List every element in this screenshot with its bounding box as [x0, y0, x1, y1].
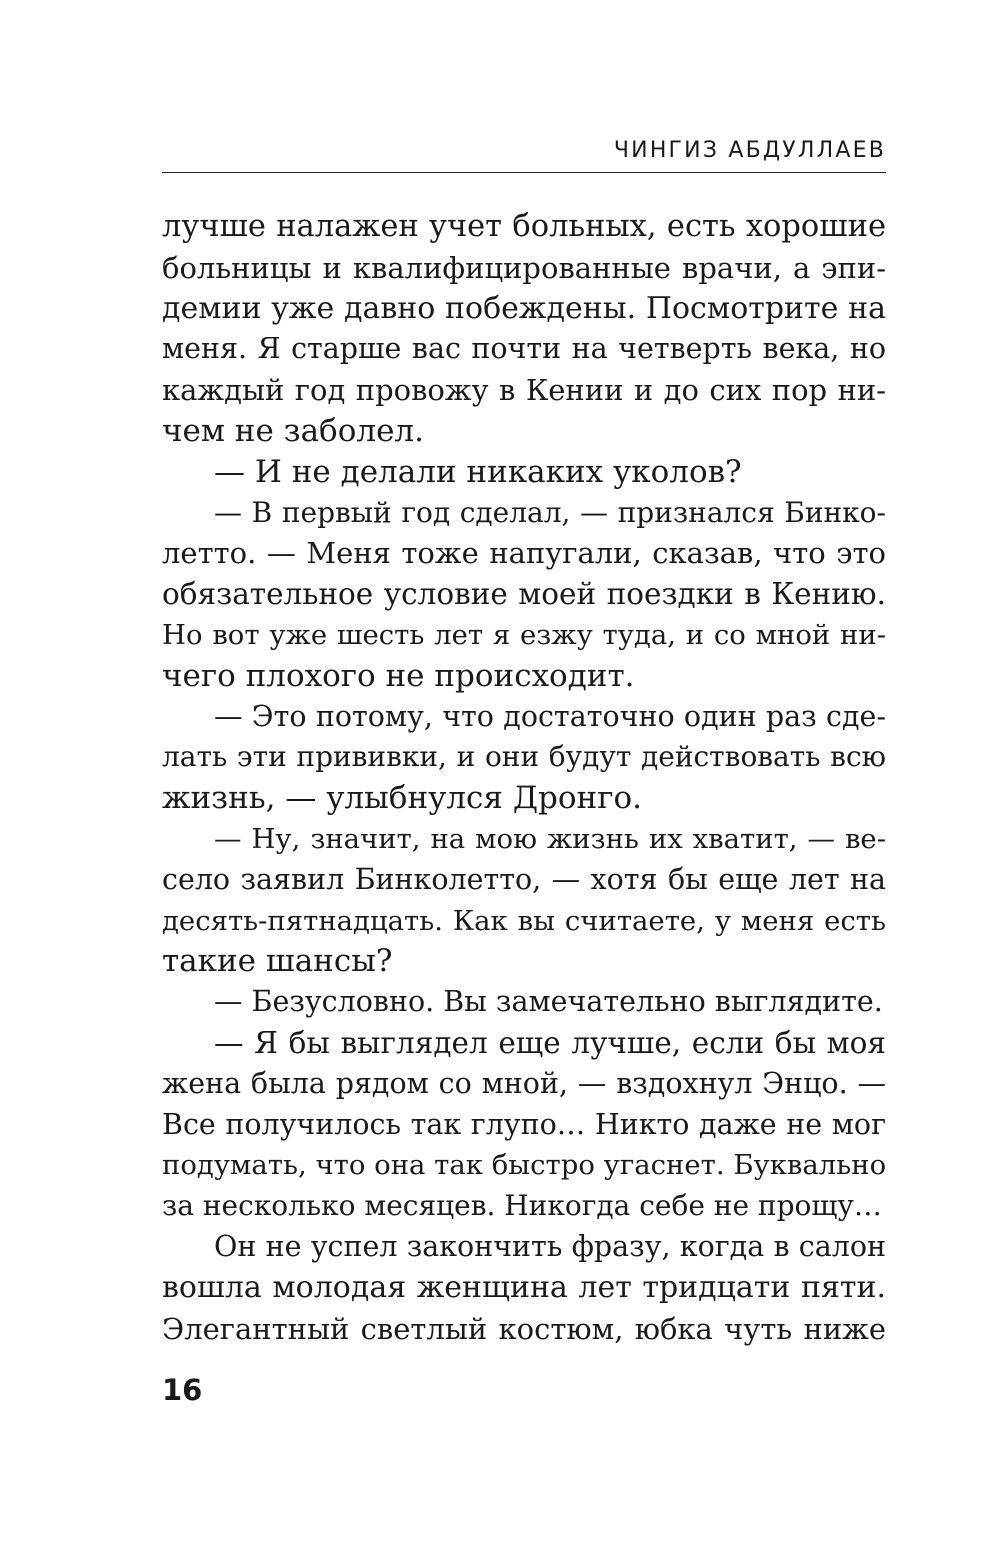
text-line: обязательное условие моей поездки в Кению.: [162, 577, 886, 612]
text-line: меня. Я старше вас почти на четверть века, но: [162, 332, 886, 366]
text-line: село заявил Бинколетто, — хотя бы еще лет на: [162, 862, 886, 896]
text-line: лать эти прививки, и они будут действовать всю: [162, 740, 886, 774]
text-line: — Я бы выглядел еще лучше, если бы моя: [214, 1025, 886, 1060]
text-line: вошла молодая женщина лет тридцати пяти.: [162, 1269, 886, 1305]
text-line: жена была рядом со мной, — вздохнул Энцо. —: [162, 1066, 886, 1100]
text-line: больницы и квалифицированные врачи, а эпи-: [162, 250, 886, 285]
text-line: чего плохого не происходит.: [162, 657, 635, 694]
text-line: — И не делали никаких уколов?: [214, 453, 742, 490]
running-head: ЧИНГИЗ АБДУЛЛАЕВ: [613, 138, 886, 163]
text-line: — Это потому, что достаточно один раз сде-: [214, 699, 886, 733]
text-line: десять-пятнадцать. Как вы считаете, у меня есть: [162, 904, 886, 937]
page-number: 16: [162, 1373, 203, 1407]
text-line: жизнь, — улыбнулся Дронго.: [162, 780, 642, 817]
text-line: Он не успел закончить фразу, когда в салон: [214, 1229, 886, 1263]
text-line: демии уже давно побеждены. Посмотрите на: [162, 290, 886, 326]
text-line: чем не заболел.: [162, 412, 424, 449]
page-header: [162, 128, 886, 173]
text-line: Все получилось так глупо… Никто даже не мог: [162, 1107, 886, 1141]
body-text: [162, 207, 886, 1349]
text-line: подумать, что она так быстро угаснет. Буквально: [162, 1149, 886, 1182]
text-line: лучше налажен учет больных, есть хорошие: [162, 209, 886, 244]
text-line: Элегантный светлый костюм, юбка чуть ниже: [162, 1311, 886, 1346]
text-line: такие шансы?: [162, 943, 393, 980]
text-line: — Безусловно. Вы замечательно выглядите.: [214, 985, 883, 1019]
text-line: летто. — Меня тоже напугали, сказав, что это: [162, 536, 886, 571]
text-line: за несколько месяцев. Никогда себе не прощу…: [162, 1189, 882, 1223]
text-line: Но вот уже шесть лет я езжу туда, и со мной ни-: [162, 618, 886, 651]
text-line: — В первый год сделал, — признался Бинко-: [214, 495, 886, 529]
text-line: — Ну, значит, на мою жизнь их хватит, — ве-: [214, 822, 886, 855]
text-line: каждый год провожу в Кении и до сих пор ни-: [162, 373, 886, 408]
